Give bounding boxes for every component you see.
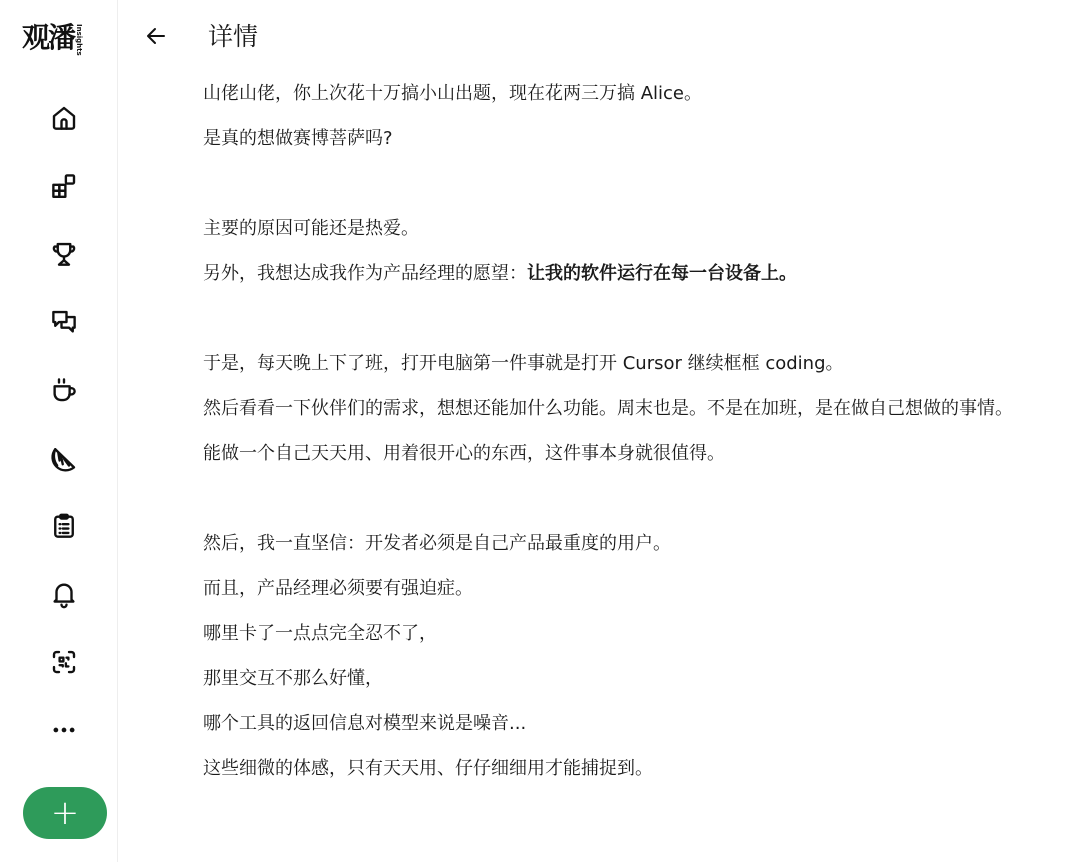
sidebar-item-trophy[interactable] bbox=[40, 230, 88, 278]
page-title: 详情 bbox=[208, 22, 259, 51]
paragraph: 是真的想做赛博菩萨吗? bbox=[203, 128, 393, 149]
paragraph: 这些细微的体感，只有天天用、仔仔细细用才能捕捉到。 bbox=[203, 758, 653, 779]
chat-icon bbox=[49, 307, 79, 337]
paragraph bbox=[203, 256, 1063, 292]
scan-icon bbox=[49, 647, 79, 677]
home-icon bbox=[49, 103, 79, 133]
sidebar-item-clipboard[interactable] bbox=[40, 502, 88, 550]
paragraph-text: 另外，我想达成我作为产品经理的愿望： bbox=[203, 263, 527, 284]
sidebar-item-home[interactable] bbox=[40, 94, 88, 142]
add-button[interactable] bbox=[23, 787, 107, 839]
arrow-left-icon bbox=[144, 24, 168, 48]
page-header bbox=[118, 0, 1080, 76]
paragraph: 那里交互不那么好懂， bbox=[203, 668, 383, 689]
sidebar-item-chat[interactable] bbox=[40, 298, 88, 346]
paragraph-gap bbox=[203, 481, 1063, 526]
bell-icon bbox=[49, 579, 79, 609]
sidebar bbox=[0, 0, 118, 862]
sidebar-item-notifications[interactable] bbox=[40, 570, 88, 618]
more-icon bbox=[49, 715, 79, 745]
paragraph-bold-text: 让我的软件运行在每一台设备上。 bbox=[527, 263, 797, 284]
paragraph: 山佬山佬，你上次花十万搞小山出题，现在花两三万搞 Alice。 bbox=[203, 83, 703, 104]
paragraph: 能做一个自己天天用、用着很开心的东西，这件事本身就很值得。 bbox=[203, 443, 725, 464]
paragraph: 然后看看一下伙伴们的需求，想想还能加什么功能。周末也是。不是在加班，是在做自己想做的事情。 bbox=[203, 398, 1013, 419]
citrus-icon bbox=[49, 443, 79, 473]
article-body bbox=[203, 76, 1063, 796]
trophy-icon bbox=[49, 239, 79, 269]
clipboard-icon bbox=[49, 511, 79, 541]
apps-icon bbox=[49, 171, 79, 201]
back-button[interactable] bbox=[138, 18, 174, 54]
paragraph: 而且，产品经理必须要有强迫症。 bbox=[203, 578, 473, 599]
sidebar-item-apps[interactable] bbox=[40, 162, 88, 210]
logo-subtext: Insights bbox=[75, 24, 84, 56]
coffee-icon bbox=[49, 375, 79, 405]
sidebar-item-fruit[interactable] bbox=[40, 434, 88, 482]
sidebar-item-coffee[interactable] bbox=[40, 366, 88, 414]
paragraph: 主要的原因可能还是热爱。 bbox=[203, 218, 419, 239]
sidebar-item-scan[interactable] bbox=[40, 638, 88, 686]
sidebar-item-more[interactable] bbox=[40, 706, 88, 754]
logo-text: 观潘 bbox=[22, 21, 75, 54]
app-logo[interactable] bbox=[22, 18, 83, 58]
paragraph-gap bbox=[203, 166, 1063, 211]
paragraph-gap bbox=[203, 301, 1063, 346]
paragraph: 哪个工具的返回信息对模型来说是噪音... bbox=[203, 713, 527, 734]
paragraph: 于是，每天晚上下了班，打开电脑第一件事就是打开 Cursor 继续框框 coding。 bbox=[203, 353, 844, 374]
paragraph: 然后，我一直坚信：开发者必须是自己产品最重度的用户。 bbox=[203, 533, 671, 554]
paragraph: 哪里卡了一点点完全忍不了， bbox=[203, 623, 437, 644]
plus-icon: + bbox=[50, 793, 80, 833]
